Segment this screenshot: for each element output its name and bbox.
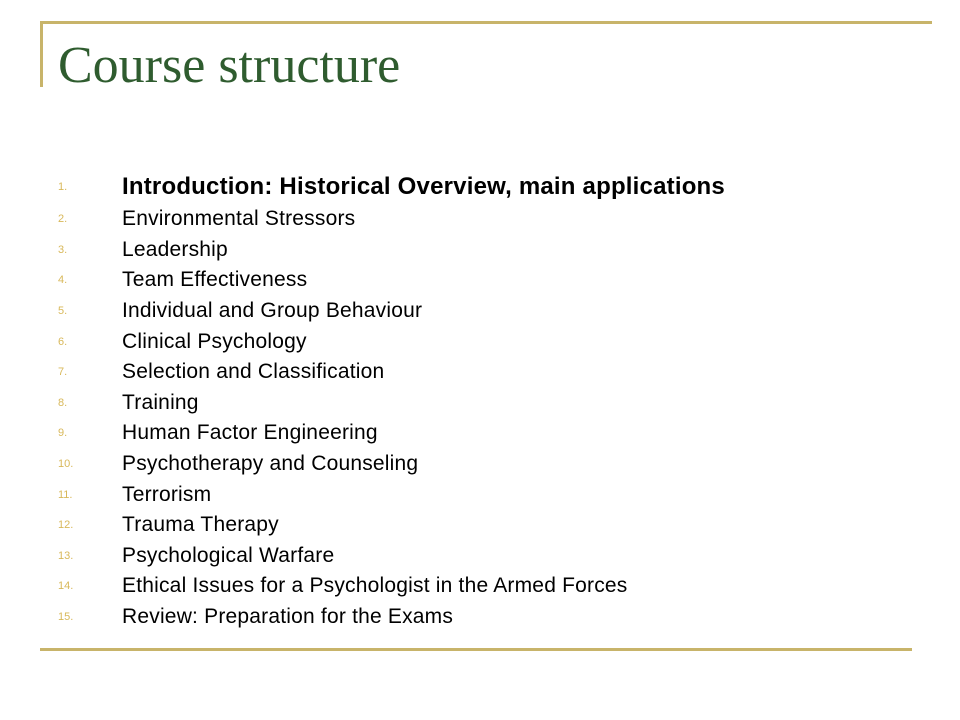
item-number: 7.	[58, 366, 68, 379]
item-number: 8.	[58, 396, 68, 409]
item-number: 14.	[58, 580, 74, 593]
item-label: Individual and Group Behaviour	[122, 299, 423, 323]
slide-title: Course structure	[58, 37, 401, 94]
agenda-item	[58, 204, 725, 235]
item-number: 10.	[58, 458, 74, 471]
item-number: 15.	[58, 611, 74, 624]
item-number: 9.	[58, 427, 68, 440]
item-number: 13.	[58, 549, 74, 562]
agenda-item	[58, 357, 725, 388]
item-number: 1.	[58, 181, 68, 193]
item-label: Review: Preparation for the Exams	[122, 605, 454, 629]
agenda-item	[58, 541, 725, 572]
agenda-item	[58, 602, 725, 633]
item-label: Selection and Classification	[122, 360, 385, 384]
agenda-item	[58, 510, 725, 541]
item-number: 4.	[58, 274, 68, 287]
item-number: 6.	[58, 335, 68, 348]
item-number: 2.	[58, 213, 68, 226]
item-label: Terrorism	[122, 482, 212, 506]
left-accent-line	[40, 21, 43, 87]
agenda-item	[58, 388, 725, 419]
item-number: 5.	[58, 305, 68, 318]
agenda-item	[58, 418, 725, 449]
item-number: 12.	[58, 519, 74, 532]
item-label: Human Factor Engineering	[122, 421, 378, 445]
item-label: Ethical Issues for a Psychologist in the Armed Forces	[122, 574, 628, 598]
agenda-item	[58, 571, 725, 602]
agenda-item	[58, 170, 725, 204]
agenda-item	[58, 479, 725, 510]
bottom-accent-line	[40, 648, 912, 651]
item-label: Environmental Stressors	[122, 207, 356, 231]
top-accent-line	[40, 21, 932, 24]
item-label: Psychological Warfare	[122, 543, 335, 567]
item-label: Team Effectiveness	[122, 268, 308, 292]
item-number: 3.	[58, 243, 68, 256]
item-label: Training	[122, 390, 199, 414]
item-label: Trauma Therapy	[122, 513, 279, 537]
item-label: Leadership	[122, 237, 228, 261]
course-agenda-list	[58, 170, 725, 632]
item-label: Clinical Psychology	[122, 329, 307, 353]
agenda-item	[58, 235, 725, 266]
agenda-item	[58, 296, 725, 327]
agenda-item	[58, 449, 725, 480]
item-label: Introduction: Historical Overview, main applications	[122, 173, 725, 200]
agenda-item	[58, 265, 725, 296]
agenda-item	[58, 326, 725, 357]
item-number: 11.	[58, 488, 73, 501]
item-label: Psychotherapy and Counseling	[122, 452, 419, 476]
